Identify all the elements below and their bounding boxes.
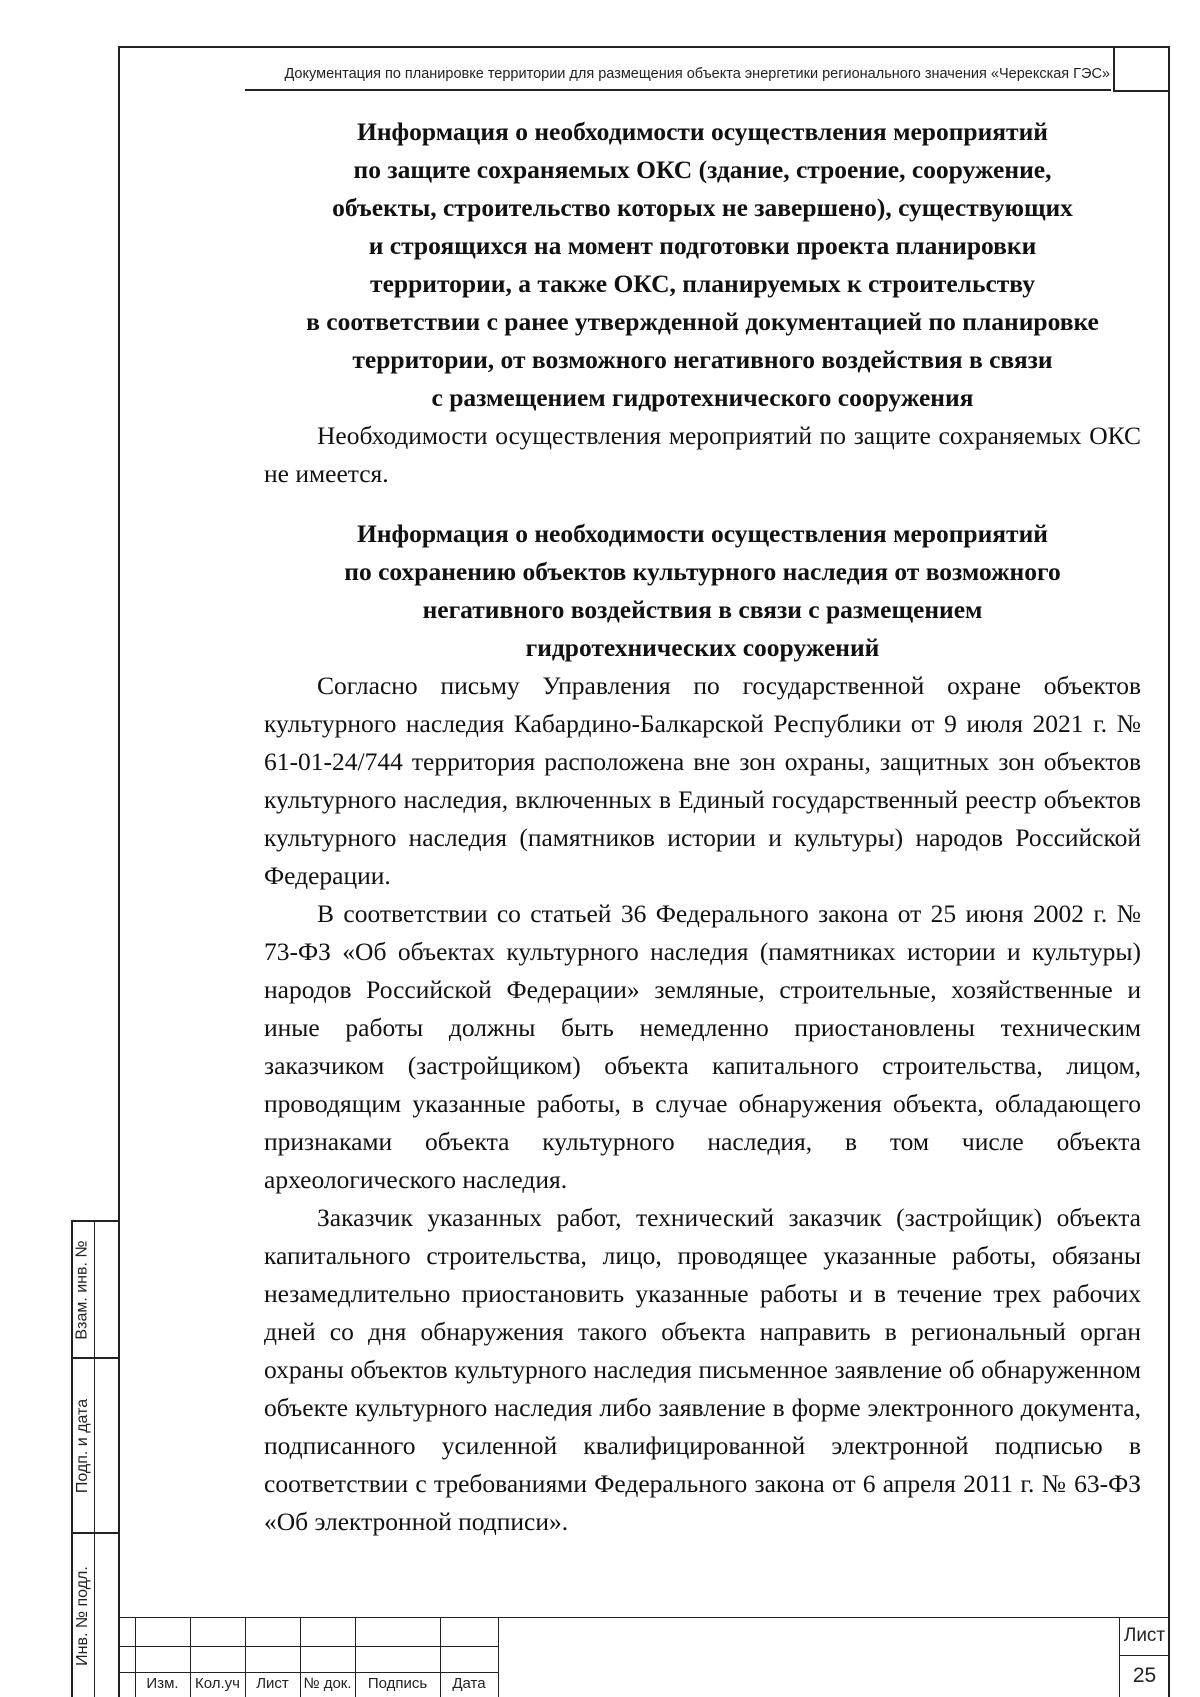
page-content xyxy=(264,113,1141,1541)
heading-line: Информация о необходимости осуществления мероприятий xyxy=(357,117,1048,146)
header-rule xyxy=(245,89,1111,91)
sheet-cell-rule xyxy=(1119,1655,1170,1656)
side-stamp-signature-date xyxy=(71,1359,95,1532)
col-signature-label: Подпись xyxy=(367,1675,428,1692)
side-stamp-label: Инв. № подл. xyxy=(74,1565,92,1666)
section2-paragraph-2: В соответствии со статьей 36 Федерального закона от 25 июня 2002 г. № 73-ФЗ «Об объектах культурного наследия (памятниках истории и культуры) народов Российской Федерации» земляные, строительные, хозяйственные и иные работы должны быть немедленно приостановлены техническим заказчиком (застройщиком) объекта капитального строительства, лицом, проводящим указанные работы, в случае обнаружения объекта, обладающего признаками объекта культурного наследия, в том числе объекта археологического наследия. xyxy=(264,899,1141,1194)
heading-line: Информация о необходимости осуществления мероприятий xyxy=(357,519,1048,548)
title-block-row-rule xyxy=(118,1646,498,1647)
heading-line: и строящихся на момент подготовки проекта планировки xyxy=(368,231,1037,260)
side-stamp-label: Подп. и дата xyxy=(74,1398,91,1493)
side-stamp-divider xyxy=(94,1220,119,1697)
section2-paragraph-3: Заказчик указанных работ, технический заказчик (застройщик) объекта капитального строительства, лицо, проводящее указанные работы, обязаны незамедлительно приостановить указанные работы и в течение трех рабочих дней со дня обнаружения такого объекта направить в региональный орган охраны объектов культурного наследия письменное заявление об обнаруженном объекте культурного наследия либо заявление в форме электронного документа, подписанного усиленной квалифицированной электронной подписью в соответствии с требованиями Федерального закона от 6 апреля 2011 г. № 63-ФЗ «Об электронной подписи». xyxy=(264,1203,1141,1536)
section1-paragraph: Необходимости осуществления мероприятий по защите сохраняемых ОКС не имеется. xyxy=(264,421,1141,488)
heading-line: с размещением гидротехнического сооружения xyxy=(431,383,974,412)
col-change-label: Изм. xyxy=(146,1675,179,1692)
section2-heading xyxy=(264,515,1141,667)
section-gap xyxy=(264,493,1141,515)
title-block-row-rule xyxy=(118,1672,498,1673)
document-header: Документация по планировке территории для размещения объекта энергетики регионального значения «Черекская ГЭС» xyxy=(284,66,1110,82)
side-stamp-replacement-inv xyxy=(71,1222,95,1357)
col-count-label: Кол.уч xyxy=(195,1675,240,1692)
heading-line: объекты, строительство которых не завершено), существующих xyxy=(332,193,1073,222)
title-block-col-rule xyxy=(498,1617,499,1697)
header-corner-box xyxy=(1113,46,1170,92)
side-stamp-label: Взам. инв. № xyxy=(74,1239,91,1340)
sheet-label: Лист xyxy=(1123,1625,1166,1646)
heading-line: в соответствии с ранее утвержденной документацией по планировке xyxy=(306,307,1099,336)
col-date-label: Дата xyxy=(452,1675,486,1692)
heading-line: негативного воздействия в связи с размещением xyxy=(422,595,983,624)
heading-line: территории, от возможного негативного воздействия в связи xyxy=(352,345,1053,374)
sheet-number: 25 xyxy=(1132,1664,1157,1687)
heading-line: по защите сохраняемых ОКС (здание, строение, сооружение, xyxy=(353,155,1052,184)
heading-line: гидротехнических сооружений xyxy=(525,633,880,662)
col-sheet-label: Лист xyxy=(256,1675,289,1692)
heading-line: территории, а также ОКС, планируемых к строительству xyxy=(370,269,1035,298)
title-block-top-rule xyxy=(118,1617,1170,1618)
col-doc-no-label: № док. xyxy=(303,1675,352,1692)
side-stamp-original-inv xyxy=(71,1534,95,1697)
heading-line: по сохранению объектов культурного наследия от возможного xyxy=(344,557,1061,586)
section2-paragraph-1: Согласно письму Управления по государственной охране объектов культурного наследия Кабардино-Балкарской Республики от 9 июля 2021 г. № 61-01-24/744 территория расположена вне зон охраны, защитных зон объектов культурного наследия, включенных в Единый государственный реестр объектов культурного наследия (памятников истории и культуры) народов Российской Федерации. xyxy=(264,671,1141,890)
section1-heading xyxy=(264,113,1141,417)
